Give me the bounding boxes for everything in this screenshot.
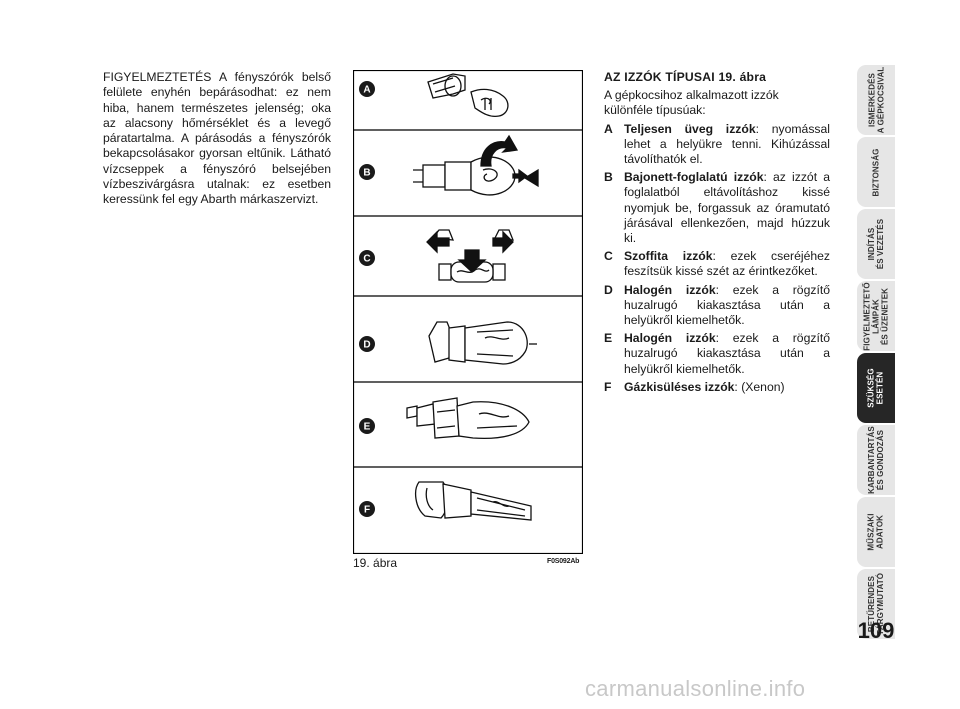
tab-szukseg-eseten[interactable] xyxy=(857,353,895,423)
tab-karbantartas[interactable] xyxy=(857,425,895,495)
svg-text:A: A xyxy=(363,84,371,96)
tab-label: MŰSZAKI ADATOK xyxy=(867,513,885,551)
bulb-types-figure xyxy=(353,70,583,554)
svg-text:D: D xyxy=(363,339,371,351)
entry-letter: E xyxy=(604,331,613,346)
bulb-d-illustration xyxy=(429,322,537,364)
entry-letter: F xyxy=(604,379,612,394)
tab-label: KARBANTARTÁS ÉS GONDOZÁS xyxy=(867,426,885,494)
entry-name: Teljesen üveg izzók xyxy=(624,121,756,136)
bulb-entry-b xyxy=(604,170,830,246)
entry-desc: : ezek a rögzítő huzalrugó kiakasztása után a helyükről kiemelhetők. xyxy=(624,331,831,376)
bulb-a-illustration xyxy=(428,74,508,116)
entry-text xyxy=(624,170,830,246)
tab-label: BETŰRENDES TÁRGYMUTATÓ xyxy=(867,572,886,636)
entry-desc: : nyomással lehet a helyükre tenni. Kihúzással távolíthatók el. xyxy=(624,121,830,167)
entry-name: Halogén izzók xyxy=(624,331,716,346)
tab-label: FIGYELMEZTETŐ LÁMPÁK ÉS ÜZENETEK xyxy=(862,281,890,351)
svg-text:C: C xyxy=(363,253,371,265)
tab-inditas[interactable] xyxy=(857,209,895,279)
section-title: AZ IZZÓK TÍPUSAI 19. ábra xyxy=(604,70,767,84)
warning-paragraph xyxy=(103,70,331,208)
badge-a xyxy=(359,81,375,97)
bulb-entry-c xyxy=(604,249,830,279)
entry-text xyxy=(624,283,830,329)
warning-label: FIGYELMEZTETÉS xyxy=(103,70,212,84)
entry-name: Halogén izzók xyxy=(624,282,716,297)
tab-label: INDÍTÁS ÉS VEZETÉS xyxy=(867,218,886,270)
bulb-entry-a xyxy=(604,122,830,168)
svg-text:E: E xyxy=(363,421,371,433)
badge-b xyxy=(359,164,375,180)
bulb-c-illustration xyxy=(427,230,513,282)
svg-text:B: B xyxy=(363,167,371,179)
bulb-entry-f xyxy=(604,380,830,395)
tab-muszaki-adatok[interactable] xyxy=(857,497,895,567)
bulb-f-illustration xyxy=(416,482,531,520)
bulb-types-section xyxy=(604,70,830,398)
warning-text: A fényszórók belső felülete enyhén bepárásodhat: ez nem hiba, hanem természetes jelenség; oka az alacsony hőmérséklet és a levegő páratartalma. A párásodás a fényszórók bekapcsolásakor gyorsan eltűnik. Látható vízcseppek a fényszóró belsejében vízbeszivárgásra utalnak: ez esetben keressünk fel egy Abarth márkaszervizt. xyxy=(103,70,331,207)
entry-text xyxy=(624,380,830,395)
entry-text xyxy=(624,122,830,168)
figure-caption: 19. ábra xyxy=(353,556,398,570)
entry-letter: D xyxy=(604,282,613,297)
entry-name: Bajonett-foglalatú izzók xyxy=(624,170,764,185)
entry-name: Szoffita izzók xyxy=(624,249,713,264)
badge-c xyxy=(359,250,375,266)
tab-ismerkedes[interactable] xyxy=(857,65,895,135)
tab-label: SZÜKSÉG ESETÉN xyxy=(867,368,885,408)
entry-desc: : ezek a rögzítő huzalrugó kiakasztása után a helyükről kiemelhetők. xyxy=(624,282,831,328)
entry-letter: A xyxy=(604,121,613,136)
figure-code: F0S092Ab xyxy=(547,558,580,565)
entry-name: Gázkisüléses izzók xyxy=(624,379,735,394)
tab-label: BIZTONSÁG xyxy=(871,148,881,196)
entry-desc: : az izzót a foglalatból eltávolításhoz kissé nyomjuk be, forgassuk az óramutató járásával ellenkezően, majd húzzuk ki. xyxy=(624,170,830,246)
bulb-entry-e xyxy=(604,331,830,377)
bulb-e-illustration xyxy=(407,398,529,438)
entry-letter: B xyxy=(604,170,613,185)
entry-text xyxy=(624,331,830,377)
entry-text xyxy=(624,249,830,279)
bulb-entry-d xyxy=(604,283,830,329)
badge-e xyxy=(359,418,375,434)
entry-desc: : (Xenon) xyxy=(734,379,785,394)
badge-f xyxy=(359,501,375,517)
page-number: 109 xyxy=(857,618,895,643)
watermark: carmanualsonline.info xyxy=(585,676,806,701)
tab-biztonsag[interactable] xyxy=(857,137,895,207)
section-intro: A gépkocsihoz alkalmazott izzók különféle típusúak: xyxy=(604,88,779,118)
badge-d xyxy=(359,336,375,352)
bulb-b-illustration xyxy=(413,136,538,195)
entry-letter: C xyxy=(604,249,613,264)
svg-text:F: F xyxy=(363,504,371,516)
tab-label: ISMERKEDÉS A GÉPKOCSIVAL xyxy=(867,66,886,134)
tab-figyelmezteto[interactable] xyxy=(857,281,895,351)
entry-desc: : ezek cseréjéhez feszítsük kissé szét az érintkezőket. xyxy=(624,249,830,279)
